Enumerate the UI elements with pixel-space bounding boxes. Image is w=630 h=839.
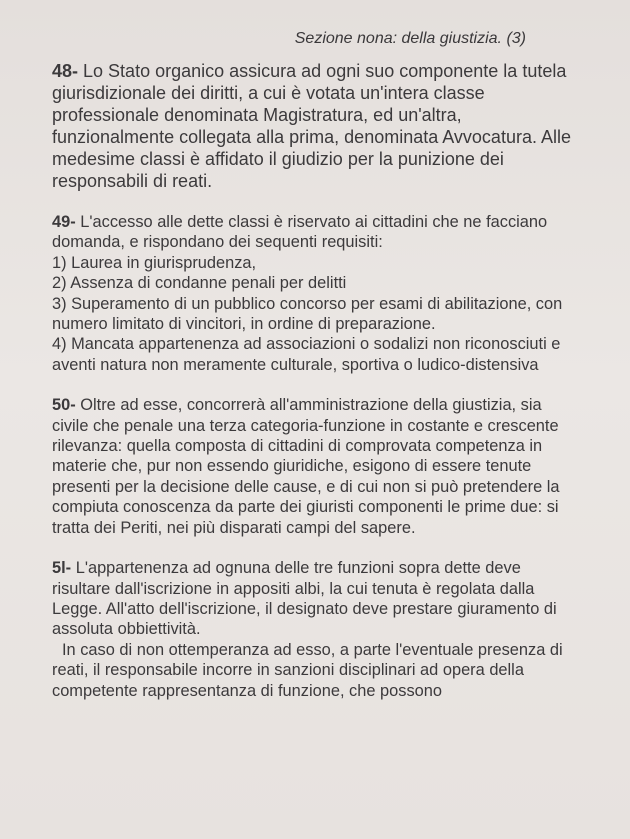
article-continuation: In caso di non ottemperanza ad esso, a parte l'eventuale presenza di reati, il responsabile incorre in sanzioni disciplinari ad opera della competente rappresentanza di funzione, che possono xyxy=(52,640,563,700)
list-item: 2) Assenza di condanne penali per delitti xyxy=(52,274,347,293)
list-item: 1) Laurea in giurisprudenza, xyxy=(52,253,257,272)
article-text: Lo Stato organico assicura ad ogni suo componente la tutela giurisdizionale dei diritti, a cui è votata un'intera classe professionale denominata Magistratura, ed un'altra, funzionalmente collegata alla prima, denominata Avvocatura. Alle medesime classi è affidato il giudizio per la punizione dei responsabili di reati. xyxy=(52,61,571,191)
list-item: 3) Superamento di un pubblico concorso per esami di abilitazione, con numero limitato di vincitori, in ordine di preparazione. xyxy=(52,294,563,334)
article-51 xyxy=(52,558,582,701)
article-49 xyxy=(52,212,582,375)
article-text: L'accesso alle dette classi è riservato ai cittadini che ne facciano domanda, e rispondano dei sequenti requisiti: xyxy=(52,213,548,252)
list-item: 4) Mancata appartenenza ad associazioni o sodalizi non riconosciuti e aventi natura non meramente culturale, sportiva o ludico-distensiva xyxy=(52,335,561,374)
article-number: 49- xyxy=(52,213,76,231)
article-number: 50- xyxy=(52,396,76,415)
article-text: L'appartenenza ad ognuna delle tre funzioni sopra dette deve risultare dall'iscrizione in appositi albi, la cui tenuta è regolata dalla Legge. All'atto dell'iscrizione, il designato deve prestare giuramento di assoluta obbiettività. xyxy=(52,559,557,639)
section-header: Sezione nona: della giustizia. (3) xyxy=(294,30,526,47)
article-text: Oltre ad esse, concorrerà all'amministrazione della giustizia, sia civile che penale una terza categoria-funzione in costante e crescente rilevanza: quella composta di cittadini di comprovata competenza in materie che, pur non essendo giuridiche, esigono di essere tenute presenti per la decisione delle cause, e di cui non si può pretendere la compiuta conoscenza da parte dei giuristi componenti le prime due: si tratta dei Periti, nei più disparati campi del sapere. xyxy=(52,396,560,537)
article-number: 48- xyxy=(52,61,79,81)
requirements-list xyxy=(52,253,582,375)
article-paragraph xyxy=(52,558,582,640)
article-50 xyxy=(52,395,582,538)
article-number: 5l- xyxy=(52,559,72,578)
article-paragraph xyxy=(52,212,582,253)
article-paragraph xyxy=(52,395,582,538)
article-paragraph xyxy=(52,60,582,192)
document-body xyxy=(52,60,582,721)
article-48 xyxy=(52,60,582,192)
